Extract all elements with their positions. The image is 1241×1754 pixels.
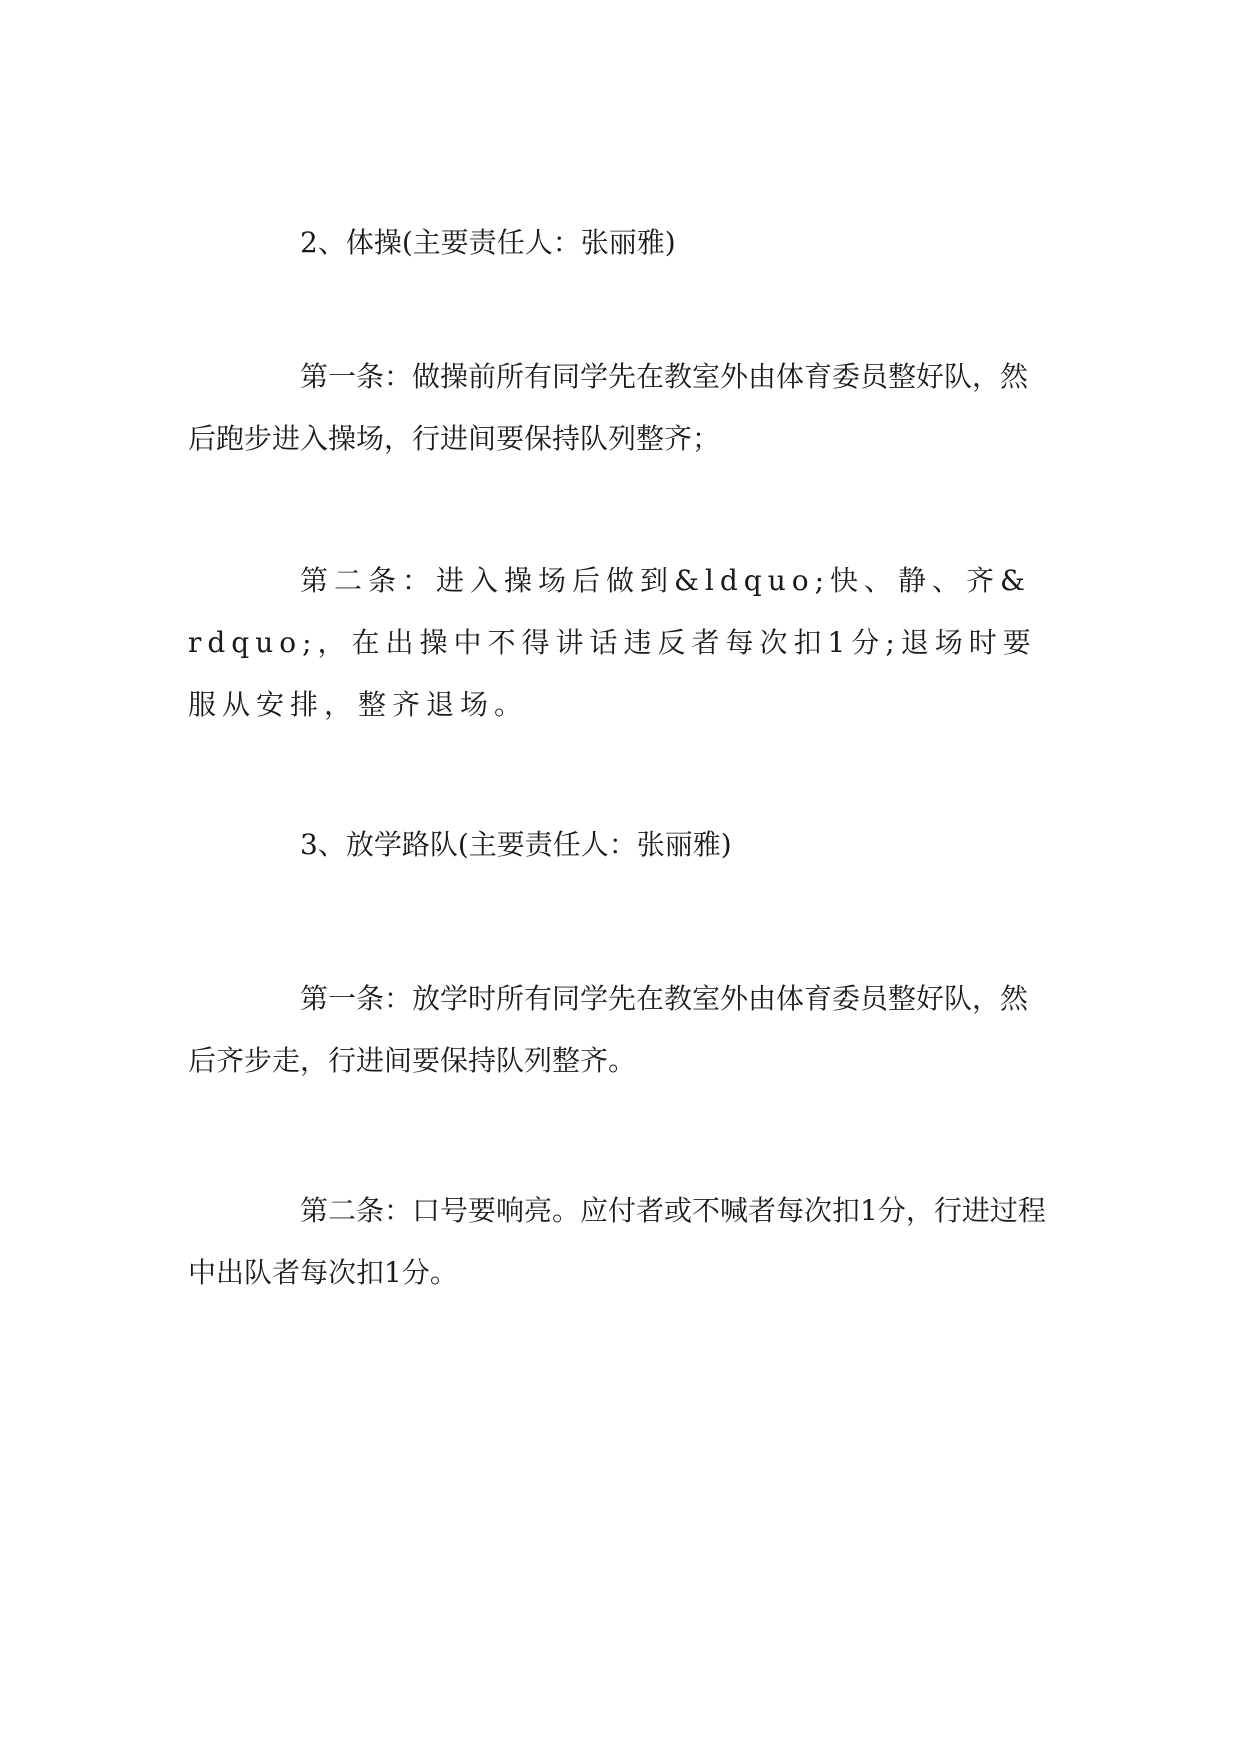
section-heading-dismissal-line: 3、放学路队(主要责任人：张丽雅) [300,828,732,861]
rule-paragraph-dismissal-1: 第一条：放学时所有同学先在教室外由体育委员整好队，然后齐步走，行进间要保持队列整齐。 [188,982,1029,1077]
rule-paragraph-dismissal-2: 第二条：口号要响亮。应付者或不喊者每次扣1分，行进过程中出队者每次扣1分。 [188,1194,1046,1289]
rule-paragraph-exercise-1: 第一条：做操前所有同学先在教室外由体育委员整好队，然后跑步进入操场，行进间要保持队列整齐； [188,360,1029,455]
section-heading-exercise: 2、体操(主要责任人：张丽雅) [300,226,676,259]
rule-paragraph-exercise-2: 第二条：进入操场后做到&ldquo;快、静、齐&rdquo;，在出操中不得讲话违反者每次扣1分;退场时要服从安排，整齐退场。 [188,564,1037,721]
